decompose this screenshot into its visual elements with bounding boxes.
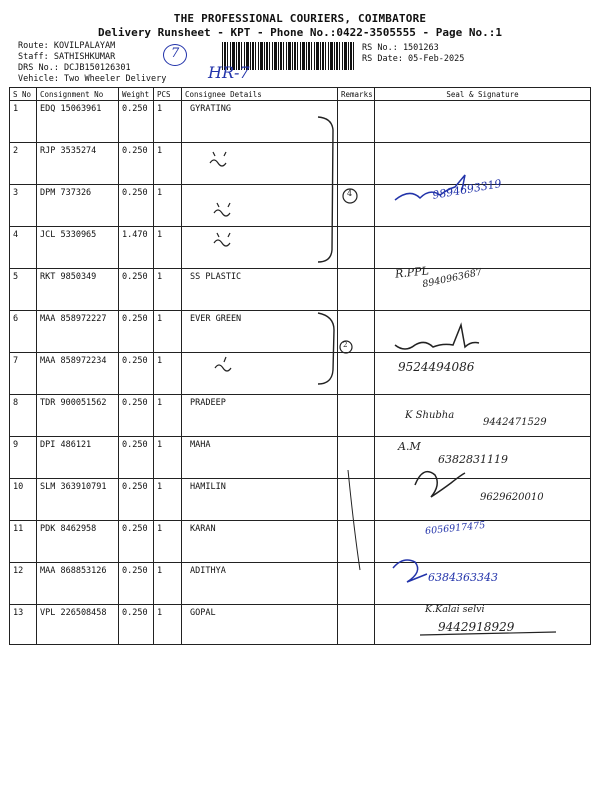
- row-consignee: SS PLASTIC: [182, 269, 338, 311]
- row-sno: 8: [10, 395, 37, 437]
- row-pcs: 1: [154, 437, 182, 479]
- staff-label: Staff: SATHISHKUMAR: [18, 52, 116, 62]
- row-weight: 0.250: [119, 437, 154, 479]
- document-title: THE PROFESSIONAL COURIERS, COIMBATORE: [173, 12, 427, 25]
- ditto-mark: [214, 203, 230, 216]
- col-consignment: Consignment No: [37, 88, 119, 101]
- row-pcs: 1: [154, 269, 182, 311]
- handwritten-phone: 9894693319: [431, 177, 503, 202]
- row-sno: 3: [10, 185, 37, 227]
- handwritten-phone: 6382831119: [438, 453, 508, 466]
- row-pcs: 1: [154, 185, 182, 227]
- row-consignment-no: SLM 363910791: [37, 479, 119, 521]
- row-pcs: 1: [154, 521, 182, 563]
- col-sno: S No: [10, 88, 37, 101]
- row-consignment-no: RJP 3535274: [37, 143, 119, 185]
- handwritten-phone: 9524494086: [398, 360, 475, 374]
- row-weight: 0.250: [119, 269, 154, 311]
- row-sno: 13: [10, 605, 37, 645]
- margin-stroke: [348, 470, 360, 570]
- vehicle-label: Vehicle: Two Wheeler Delivery: [18, 74, 167, 84]
- document-subtitle: Delivery Runsheet - KPT - Phone No.:0422-3505555 - Page No.:1: [98, 26, 502, 39]
- circled-count: 7: [171, 46, 180, 61]
- row-sno: 7: [10, 353, 37, 395]
- route-label: Route: KOVILPALAYAM: [18, 41, 116, 51]
- col-remarks: Remarks: [338, 88, 375, 101]
- handwritten-phone: 6384363343: [428, 571, 498, 584]
- signature-stroke: [415, 472, 465, 497]
- col-consignee: Consignee Details: [182, 88, 338, 101]
- row-consignment-no: EDQ 15063961: [37, 101, 119, 143]
- row-consignment-no: MAA 868853126: [37, 563, 119, 605]
- row-consignee: EVER GREEN: [182, 311, 338, 353]
- handwritten-name: R.PPL: [394, 264, 430, 281]
- row-sno: 9: [10, 437, 37, 479]
- row-consignment-no: JCL 5330965: [37, 227, 119, 269]
- col-weight: Weight: [119, 88, 154, 101]
- handwritten-phone: 9629620010: [480, 492, 544, 503]
- col-seal-signature: Seal & Signature: [375, 88, 591, 101]
- row-consignment-no: DPM 737326: [37, 185, 119, 227]
- row-consignment-no: MAA 858972234: [37, 353, 119, 395]
- row-weight: 1.470: [119, 227, 154, 269]
- row-consignee: PRADEEP: [182, 395, 338, 437]
- row-consignee: GOPAL: [182, 605, 338, 645]
- row-weight: 0.250: [119, 395, 154, 437]
- drs-number: DRS No.: DCJB150126301: [18, 63, 131, 73]
- row-pcs: 1: [154, 143, 182, 185]
- remark-number: 4: [347, 189, 353, 198]
- handwritten-phone: 9442471529: [483, 417, 547, 428]
- row-consignment-no: MAA 858972227: [37, 311, 119, 353]
- handwritten-phone: 8940963687: [421, 266, 483, 291]
- bracket-stroke: [318, 313, 334, 384]
- row-weight: 0.250: [119, 185, 154, 227]
- row-pcs: 1: [154, 605, 182, 645]
- ditto-mark: [215, 357, 231, 371]
- row-sno: 1: [10, 101, 37, 143]
- row-sno: 4: [10, 227, 37, 269]
- row-consignment-no: PDK 8462958: [37, 521, 119, 563]
- row-weight: 0.250: [119, 311, 154, 353]
- row-weight: 0.250: [119, 521, 154, 563]
- row-weight: 0.250: [119, 605, 154, 645]
- ditto-mark: [210, 152, 226, 166]
- row-sno: 12: [10, 563, 37, 605]
- row-sno: 5: [10, 269, 37, 311]
- handwritten-phone: 6056917475: [424, 519, 486, 538]
- ditto-mark: [214, 233, 230, 246]
- row-sno: 11: [10, 521, 37, 563]
- row-consignee: KARAN: [182, 521, 338, 563]
- row-sno: 6: [10, 311, 37, 353]
- handwritten-name: A.M: [398, 440, 421, 453]
- row-consignee: HAMILIN: [182, 479, 338, 521]
- hr-note: HR-7: [208, 63, 250, 82]
- col-pcs: PCS: [154, 88, 182, 101]
- row-pcs: 1: [154, 101, 182, 143]
- row-weight: 0.250: [119, 353, 154, 395]
- bracket-stroke: [318, 117, 333, 262]
- row-consignee: MAHA: [182, 437, 338, 479]
- row-consignment-no: VPL 226508458: [37, 605, 119, 645]
- row-sno: 10: [10, 479, 37, 521]
- handwritten-phone: 9442918929: [438, 620, 515, 634]
- row-weight: 0.250: [119, 143, 154, 185]
- row-consignee: ADITHYA: [182, 563, 338, 605]
- row-sno: 2: [10, 143, 37, 185]
- row-weight: 0.250: [119, 479, 154, 521]
- remark-number: 2: [343, 341, 348, 349]
- row-consignee: GYRATING: [182, 101, 338, 143]
- handwritten-name: K.Kalai selvi: [425, 604, 485, 615]
- row-consignment-no: RKT 9850349: [37, 269, 119, 311]
- handwritten-name: K Shubha: [405, 410, 455, 421]
- signature-stroke: [393, 560, 427, 582]
- row-weight: 0.250: [119, 563, 154, 605]
- rs-number: RS No.: 1501263: [362, 43, 439, 53]
- row-pcs: 1: [154, 227, 182, 269]
- row-weight: 0.250: [119, 101, 154, 143]
- row-consignment-no: DPI 486121: [37, 437, 119, 479]
- signature-stroke: [395, 325, 479, 349]
- rs-date: RS Date: 05-Feb-2025: [362, 54, 465, 64]
- row-pcs: 1: [154, 311, 182, 353]
- row-pcs: 1: [154, 395, 182, 437]
- row-consignment-no: TDR 900051562: [37, 395, 119, 437]
- row-pcs: 1: [154, 563, 182, 605]
- row-pcs: 1: [154, 479, 182, 521]
- row-pcs: 1: [154, 353, 182, 395]
